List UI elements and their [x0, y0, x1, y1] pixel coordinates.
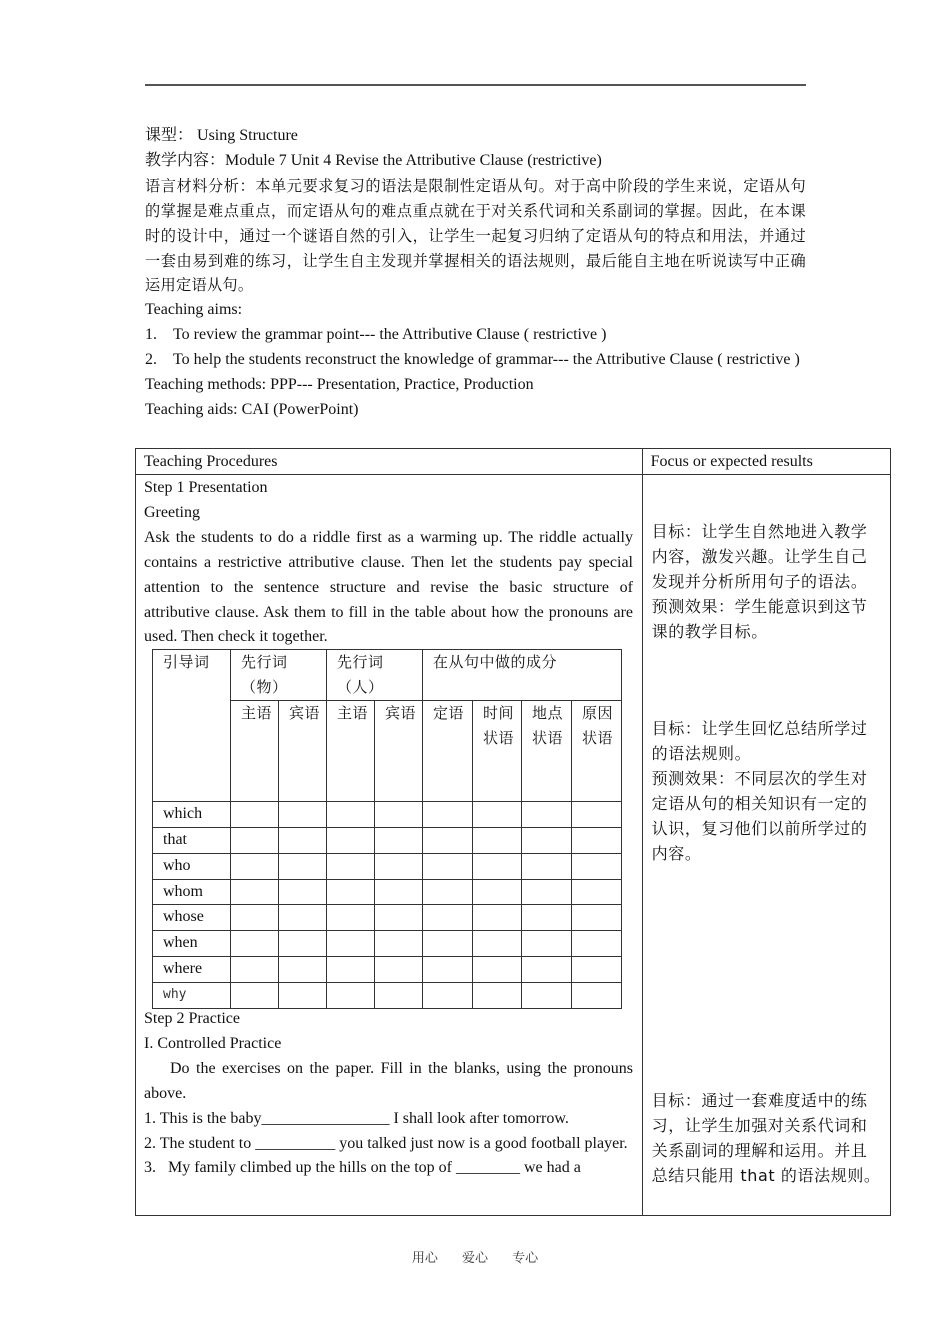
table-cell[interactable] — [375, 957, 423, 983]
pronoun-row — [153, 905, 622, 931]
header-rule — [145, 84, 806, 86]
table-cell[interactable] — [279, 853, 327, 879]
table-cell[interactable] — [572, 827, 622, 853]
table-cell[interactable] — [423, 905, 473, 931]
footer-motto: 用心 — [411, 1251, 438, 1266]
pronoun-row — [153, 957, 622, 983]
table-cell[interactable] — [375, 801, 423, 827]
table-cell[interactable] — [522, 801, 572, 827]
table-cell[interactable] — [375, 983, 423, 1009]
pronoun-row — [153, 983, 622, 1009]
focus-expected-1: 预测效果：学生能意识到这节课的教学目标。 — [651, 596, 868, 641]
table-cell[interactable] — [473, 931, 522, 957]
subheader-time-adverbial: 时间状语 — [473, 700, 522, 801]
table-cell[interactable] — [231, 931, 279, 957]
table-cell[interactable] — [423, 879, 473, 905]
table-cell[interactable] — [572, 853, 622, 879]
procedures-cell — [136, 475, 643, 1216]
step1-title: Step 1 Presentation — [144, 479, 268, 496]
table-cell[interactable] — [522, 853, 572, 879]
table-cell[interactable] — [375, 931, 423, 957]
procedures-header-row — [136, 449, 891, 475]
table-cell[interactable] — [375, 853, 423, 879]
antecedent-thing-header: 先行词（物） — [231, 650, 327, 701]
focus-header: Focus or expected results — [642, 449, 890, 475]
table-cell[interactable] — [279, 801, 327, 827]
table-cell[interactable] — [231, 879, 279, 905]
aims-list — [145, 323, 806, 373]
table-cell[interactable] — [522, 957, 572, 983]
table-cell[interactable] — [423, 801, 473, 827]
table-cell[interactable] — [279, 957, 327, 983]
table-cell[interactable] — [572, 983, 622, 1009]
lesson-type-value: Using Structure — [193, 127, 298, 144]
table-cell[interactable] — [423, 931, 473, 957]
table-cell[interactable] — [473, 827, 522, 853]
table-cell[interactable] — [473, 957, 522, 983]
table-cell[interactable] — [572, 905, 622, 931]
table-cell[interactable] — [522, 879, 572, 905]
focus-cell — [642, 475, 890, 1216]
footer-motto: 专心 — [512, 1251, 539, 1266]
exercise-3: 3. My family climbed up the hills on the top of ________ we had a — [144, 1159, 581, 1177]
teaching-methods: Teaching methods: PPP--- Presentation, Practice, Production — [145, 376, 534, 394]
focus-expected-2: 预测效果：不同层次的学生对定语从句的相关知识有一定的认识，复习他们以前所学过的内容。 — [651, 768, 868, 863]
lesson-type — [145, 124, 806, 149]
table-cell[interactable] — [231, 983, 279, 1009]
exercise-2: 2. The student to __________ you talked just now is a good football player. — [144, 1134, 628, 1152]
aim-item — [145, 348, 806, 373]
step2-block — [144, 1007, 633, 1181]
table-cell[interactable] — [522, 905, 572, 931]
aims-title: Teaching aims: — [145, 301, 243, 319]
table-cell[interactable] — [572, 879, 622, 905]
aim-number: 1. — [145, 326, 157, 344]
pronoun-table — [152, 649, 622, 1009]
table-cell[interactable] — [375, 905, 423, 931]
table-cell[interactable] — [572, 957, 622, 983]
table-cell[interactable] — [279, 983, 327, 1009]
pronoun-label: where — [153, 957, 231, 983]
step2-instruction: Do the exercises on the paper. Fill in the blanks, using the pronouns above. — [144, 1059, 633, 1102]
step2-subtitle: I. Controlled Practice — [144, 1034, 282, 1052]
pronoun-row — [153, 879, 622, 905]
table-cell[interactable] — [327, 853, 375, 879]
lesson-type-label: 课型： — [145, 127, 194, 144]
material-analysis: 语言材料分析：本单元要求复习的语法是限制性定语从句。对于高中阶段的学生来说，定语从句的掌握是难点重点，而定语从句的难点重点就在于对关系代词和关系副词的掌握。因此，在本课时的设计中，通过一个谜语自然的引入，让学生一起复习归纳了定语从句的特点和用法，并通过一套由易到难的练习，让学生自主发现并掌握相关的语法规则，最后能自主地在听说读写中正确运用定语从句。 — [145, 176, 806, 295]
focus-goal-1: 目标：让学生自然地进入教学内容，激发兴趣。让学生自己发现并分析所用句子的语法。 — [651, 522, 868, 591]
step1-body: Ask the students to do a riddle first as a warming up. The riddle actually contains a restrictive attributive clause. Then let the students pay special attention to the sentence structure and revise the basic structure of attributive clause. Ask them to fill in the table about how the pronouns are used. Then check it together. — [144, 528, 633, 646]
pronoun-label: whom — [153, 879, 231, 905]
table-cell[interactable] — [327, 905, 375, 931]
subheader-subject-person: 主语 — [327, 700, 375, 801]
aim-item — [145, 323, 806, 348]
table-cell[interactable] — [231, 853, 279, 879]
table-cell[interactable] — [423, 983, 473, 1009]
lesson-intro — [145, 124, 806, 423]
subheader-object-person: 宾语 — [375, 700, 423, 801]
table-cell[interactable] — [231, 801, 279, 827]
table-cell[interactable] — [423, 853, 473, 879]
aim-text: To help the students reconstruct the knowledge of grammar--- the Attributive Clause ( restrictive ) — [173, 351, 800, 369]
focus-block-1 — [652, 520, 884, 645]
exercise-1: 1. This is the baby________________ I shall look after tomorrow. — [144, 1109, 569, 1127]
table-cell[interactable] — [327, 983, 375, 1009]
pronoun-table-header-row — [153, 650, 622, 701]
table-cell[interactable] — [423, 827, 473, 853]
page-footer — [0, 1247, 950, 1266]
lesson-content-value: Module 7 Unit 4 Revise the Attributive Clause (restrictive) — [225, 151, 602, 169]
table-cell[interactable] — [327, 801, 375, 827]
subheader-attributive: 定语 — [423, 700, 473, 801]
pronoun-label: when — [153, 931, 231, 957]
teaching-aids: Teaching aids: CAI (PowerPoint) — [145, 400, 359, 418]
table-cell[interactable] — [279, 905, 327, 931]
table-cell[interactable] — [279, 827, 327, 853]
subheader-object-thing: 宾语 — [279, 700, 327, 801]
table-cell[interactable] — [522, 827, 572, 853]
table-cell[interactable] — [572, 801, 622, 827]
lesson-content — [145, 149, 806, 174]
pronoun-label: who — [153, 853, 231, 879]
aim-number: 2. — [145, 351, 157, 369]
procedures-body-row — [136, 475, 891, 1216]
table-cell[interactable] — [327, 879, 375, 905]
antecedent-person-header: 先行词（人） — [327, 650, 423, 701]
footer-motto: 爱心 — [461, 1251, 488, 1266]
table-cell[interactable] — [473, 853, 522, 879]
clause-role-header: 在从句中做的成分 — [423, 650, 622, 701]
step2-title: Step 2 Practice — [144, 1010, 240, 1027]
pronoun-label: which — [153, 801, 231, 827]
table-cell[interactable] — [231, 957, 279, 983]
subheader-place-adverbial: 地点状语 — [522, 700, 572, 801]
lesson-content-label: 教学内容： — [145, 151, 226, 169]
focus-block-3 — [652, 1089, 884, 1189]
table-cell[interactable] — [327, 827, 375, 853]
subheader-subject-thing: 主语 — [231, 700, 279, 801]
pronoun-row — [153, 853, 622, 879]
pronoun-label: why — [153, 983, 231, 1009]
table-cell[interactable] — [473, 983, 522, 1009]
pronoun-row — [153, 801, 622, 827]
intro-word-header: 引导词 — [153, 650, 231, 802]
focus-block-2 — [652, 717, 884, 866]
table-cell[interactable] — [473, 905, 522, 931]
table-cell[interactable] — [279, 879, 327, 905]
table-cell[interactable] — [522, 931, 572, 957]
pronoun-label: whose — [153, 905, 231, 931]
table-cell[interactable] — [327, 957, 375, 983]
table-cell[interactable] — [327, 931, 375, 957]
table-cell[interactable] — [423, 957, 473, 983]
aim-text: To review the grammar point--- the Attributive Clause ( restrictive ) — [173, 326, 607, 344]
table-cell[interactable] — [231, 905, 279, 931]
table-cell[interactable] — [279, 931, 327, 957]
pronoun-row — [153, 931, 622, 957]
step1-block — [144, 476, 633, 650]
table-cell[interactable] — [473, 879, 522, 905]
table-cell[interactable] — [473, 801, 522, 827]
procedures-table — [135, 448, 891, 1216]
step1-subtitle: Greeting — [144, 503, 200, 521]
procedures-header: Teaching Procedures — [136, 449, 643, 475]
focus-goal-3: 目标：通过一套难度适中的练习，让学生加强对关系代词和关系副词的理解和运用。并且总结只能用 that 的语法规则。 — [651, 1091, 881, 1185]
table-cell[interactable] — [375, 879, 423, 905]
pronoun-label: that — [153, 827, 231, 853]
table-cell[interactable] — [231, 827, 279, 853]
pronoun-row — [153, 827, 622, 853]
subheader-reason-adverbial: 原因状语 — [572, 700, 622, 801]
table-cell[interactable] — [375, 827, 423, 853]
table-cell[interactable] — [572, 931, 622, 957]
table-cell[interactable] — [522, 983, 572, 1009]
focus-goal-2: 目标：让学生回忆总结所学过的语法规则。 — [651, 719, 868, 763]
